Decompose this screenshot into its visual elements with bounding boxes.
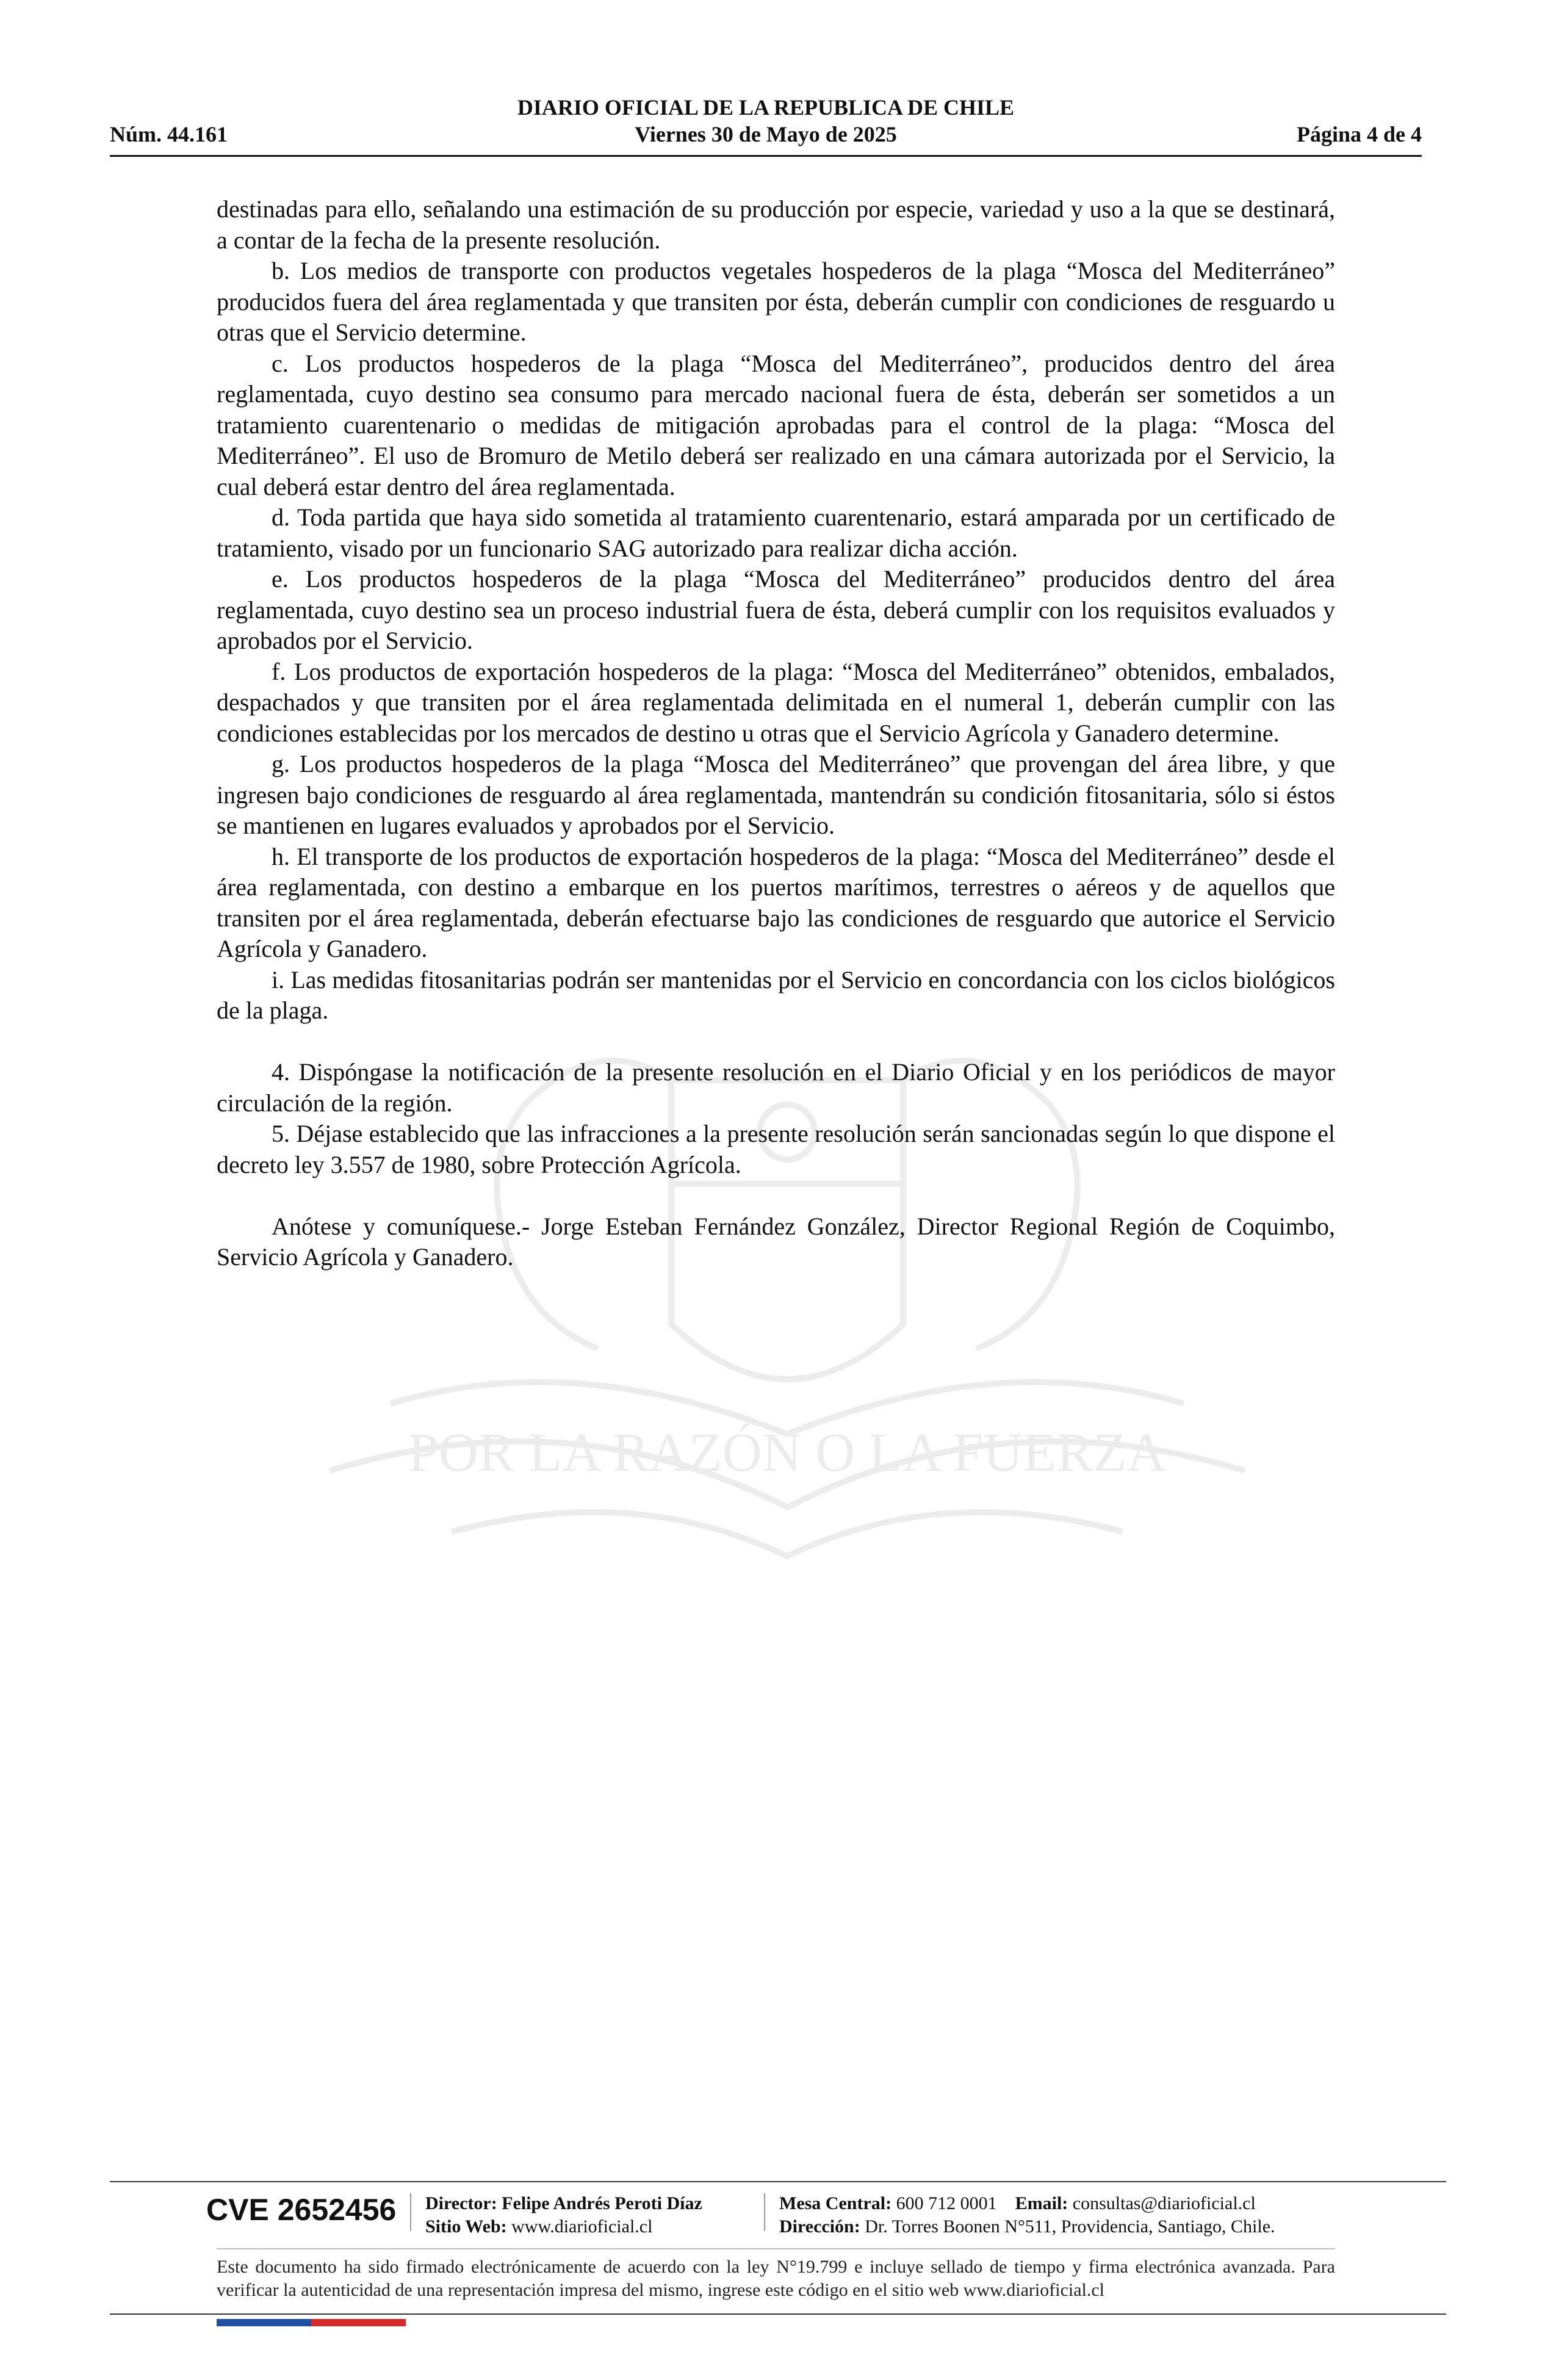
page-number: Página 4 de 4 xyxy=(1296,122,1422,146)
paragraph-c: c. Los productos hospederos de la plaga “Mosca del Mediterráneo”, producidos dentro del área reglamentada, cuyo destino sea consumo para mercado nacional fuera de ésta, deberán ser sometidos a un tratamiento cuarentenario o medidas de mitigación aprobadas para el control de la plaga: “Mosca del Mediterráneo”. El uso de Bromuro de Metilo deberá ser realizado en una cámara autorizada por el Servicio, la cual deberá estar dentro del área reglamentada. xyxy=(217,349,1335,500)
address-label: Dirección: xyxy=(779,2216,860,2237)
email-label: Email: xyxy=(1015,2193,1068,2213)
paragraph-h: h. El transporte de los productos de exportación hospederos de la plaga: “Mosca del Mediterráneo” desde el área reglamentada, con destino a embarque en los puertos marítimos, terrestres o aéreos y de aquellos que transiten por el área reglamentada, deberán efectuarse bajo las condiciones de resguardo que autorice el Servicio Agrícola y Ganadero. xyxy=(217,842,1335,962)
paragraph-continuation: destinadas para ello, señalando una estimación de su producción por especie, variedad y uso a la que se destinará, a contar de la fecha de la presente resolución. xyxy=(217,195,1335,254)
page-header xyxy=(110,95,1422,162)
paragraph-b: b. Los medios de transporte con productos vegetales hospederos de la plaga “Mosca del Mediterráneo” producidos fuera del área reglamentada y que transiten por ésta, deberán cumplir con condiciones de resguardo u otras que el Servicio determine. xyxy=(217,257,1335,346)
paragraph-5: 5. Déjase establecido que las infracciones a la presente resolución serán sancionadas según lo que dispone el decreto ley 3.557 de 1980, sobre Protección Agrícola. xyxy=(217,1120,1335,1178)
footer-divider-bottom xyxy=(110,2313,1446,2315)
footer-contact-block xyxy=(779,2192,1275,2238)
director-label: Director: xyxy=(425,2193,497,2213)
director-name: Felipe Andrés Peroti Díaz xyxy=(502,2193,702,2213)
website-link[interactable]: www.diarioficial.cl xyxy=(511,2216,653,2237)
address-text: Dr. Torres Boonen N°511, Providencia, Santiago, Chile. xyxy=(865,2216,1275,2237)
paragraph-g: g. Los productos hospederos de la plaga “Mosca del Mediterráneo” que provengan del área libre, y que ingresen bajo condiciones de resguardo al área reglamentada, mantendrán su condición fitosanitaria, sólo si éstos se mantienen en lugares evaluados y aprobados por el Servicio. xyxy=(217,750,1335,839)
website-label: Sitio Web: xyxy=(425,2216,507,2237)
watermark-motto: POR LA RAZÓN O LA FUERZA xyxy=(408,1423,1167,1483)
cve-code: CVE 2652456 xyxy=(206,2193,397,2227)
paragraph-d: d. Toda partida que haya sido sometida al tratamiento cuarentenario, estará amparada por un certificado de tratamiento, visado por un funcionario SAG autorizado para realizar dicha acción. xyxy=(217,503,1335,562)
footer-director-block xyxy=(425,2192,702,2238)
publication-title: DIARIO OFICIAL DE LA REPUBLICA DE CHILE xyxy=(517,95,1015,120)
signature-disclaimer: Este documento ha sido firmado electrónicamente de acuerdo con la ley N°19.799 e incluye sellado de tiempo y firma electrónica avanzada. Para verificar la autenticidad de una representación impresa del mismo, ingrese este código en el sitio web www.diarioficial.cl xyxy=(217,2257,1335,2300)
footer-divider-top xyxy=(110,2181,1446,2182)
email-link[interactable]: consultas@diarioficial.cl xyxy=(1072,2193,1256,2213)
phone-label: Mesa Central: xyxy=(779,2193,892,2213)
closing-signature: Anótese y comuníquese.- Jorge Esteban Fernández González, Director Regional Región de Coquimbo, Servicio Agrícola y Ganadero. xyxy=(217,1212,1335,1271)
issue-number: Núm. 44.161 xyxy=(110,122,228,146)
document-body xyxy=(217,194,1335,1273)
issue-date: Viernes 30 de Mayo de 2025 xyxy=(635,122,897,146)
phone-number: 600 712 0001 xyxy=(896,2193,997,2213)
footer-divider-mid xyxy=(217,2248,1335,2249)
paragraph-4: 4. Dispóngase la notificación de la presente resolución en el Diario Oficial y en los periódicos de mayor circulación de la región. xyxy=(217,1058,1335,1117)
flag-stripe-red xyxy=(311,2319,406,2326)
flag-stripe-blue xyxy=(217,2319,311,2326)
header-divider xyxy=(110,155,1422,157)
paragraph-i: i. Las medidas fitosanitarias podrán ser mantenidas por el Servicio en concordancia con los ciclos biológicos de la plaga. xyxy=(217,965,1335,1024)
footer-separator xyxy=(410,2193,411,2231)
paragraph-f: f. Los productos de exportación hospederos de la plaga: “Mosca del Mediterráneo” obtenidos, embalados, despachados y que transiten por el área reglamentada delimitada en el numeral 1, deberán cumplir con las condiciones establecidas por los mercados de destino u otras que el Servicio Agrícola y Ganadero determine. xyxy=(217,657,1335,747)
paragraph-e: e. Los productos hospederos de la plaga “Mosca del Mediterráneo” producidos dentro del área reglamentada, cuyo destino sea un proceso industrial fuera de ésta, deberá cumplir con los requisitos evaluados y aprobados por el Servicio. xyxy=(217,565,1335,654)
footer-separator xyxy=(764,2193,765,2231)
